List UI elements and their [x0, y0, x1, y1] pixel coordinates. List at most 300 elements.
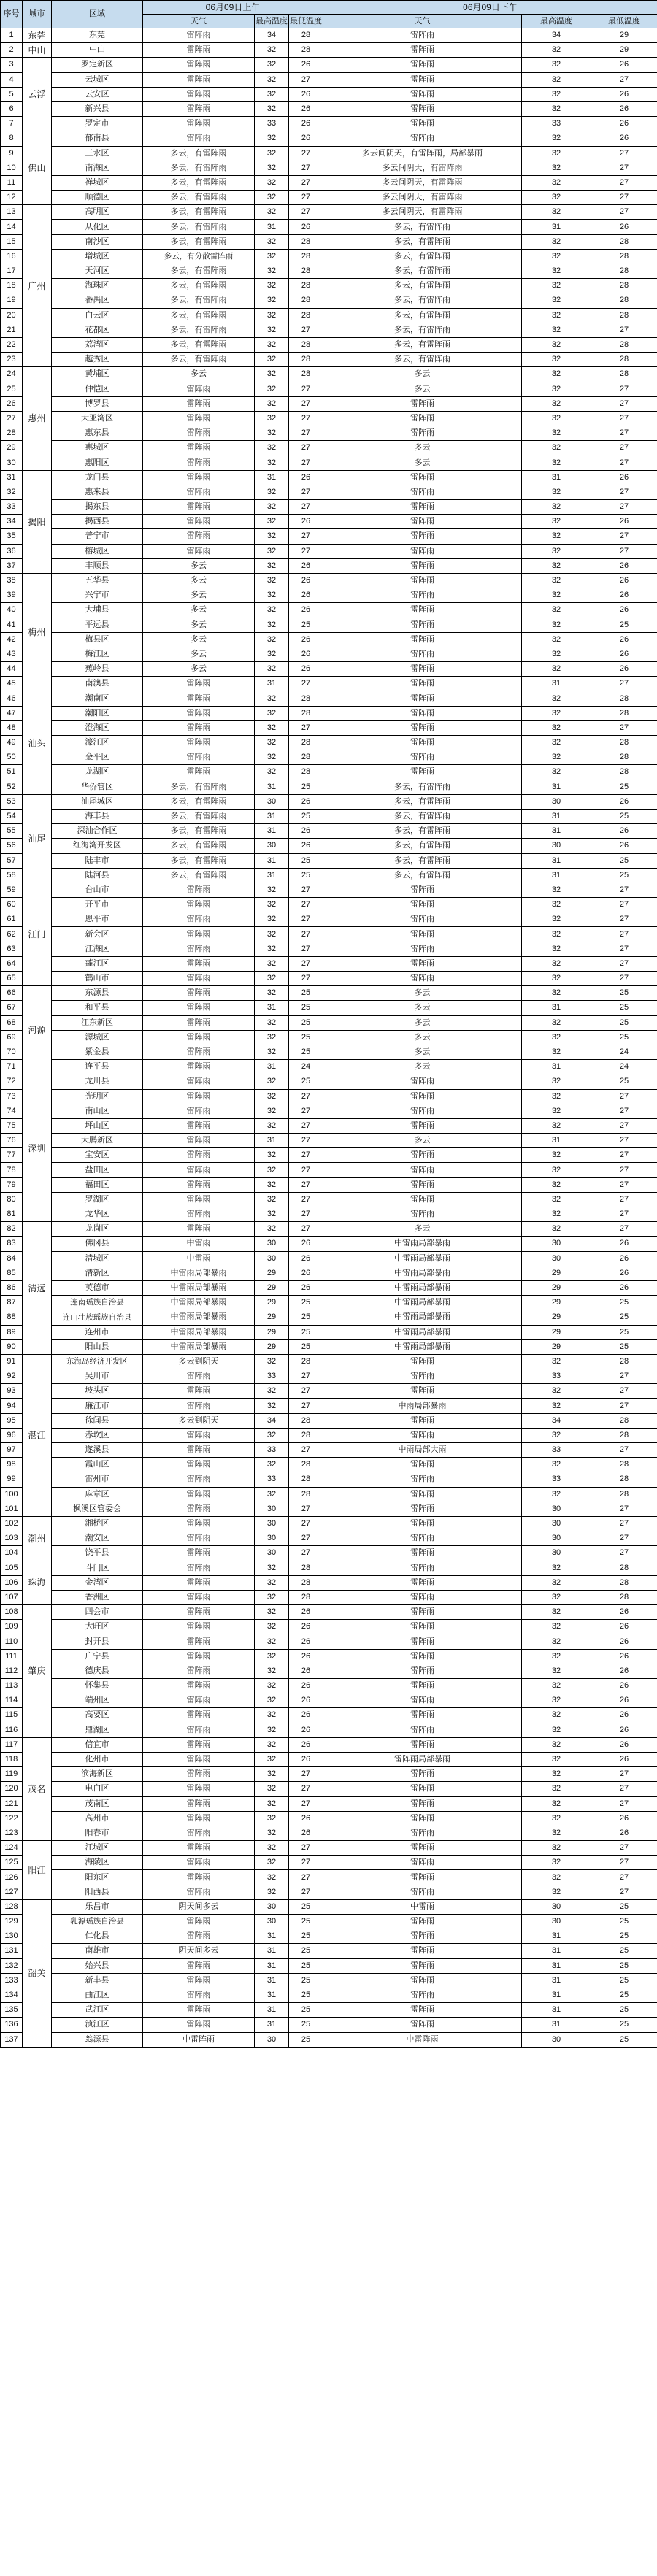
pm-low-cell: 25: [591, 618, 657, 632]
am-low-cell: 27: [289, 1546, 323, 1561]
pm-low-cell: 28: [591, 249, 657, 264]
district-cell: 博罗县: [52, 396, 143, 411]
district-cell: 香洲区: [52, 1590, 143, 1604]
table-row: [1, 1988, 657, 2002]
am-low-cell: 26: [289, 1693, 323, 1708]
am-high-cell: 32: [255, 337, 289, 352]
district-cell: 大埔县: [52, 603, 143, 618]
pm-high-cell: 34: [522, 28, 591, 43]
district-cell: 新兴县: [52, 101, 143, 116]
district-cell: 龙湖区: [52, 765, 143, 780]
am-high-cell: 32: [255, 1870, 289, 1885]
pm-low-cell: 26: [591, 662, 657, 677]
am-low-cell: 27: [289, 1222, 323, 1237]
pm-weather-cell: 雷阵雨: [323, 1885, 522, 1899]
am-high-cell: 32: [255, 1177, 289, 1192]
am-weather-cell: 雷阵雨: [143, 677, 255, 691]
am-weather-cell: 多云，有雷阵雨: [143, 839, 255, 853]
pm-weather-cell: 雷阵雨: [323, 544, 522, 558]
table-row: [1, 1001, 657, 1015]
pm-high-cell: 32: [522, 986, 591, 1001]
am-high-cell: 30: [255, 1237, 289, 1251]
district-cell: 化州市: [52, 1752, 143, 1766]
pm-high-cell: 31: [522, 824, 591, 839]
seq-cell: 47: [1, 706, 23, 720]
seq-cell: 16: [1, 249, 23, 264]
table-row: [1, 337, 657, 352]
city-cell: 珠海: [23, 1561, 52, 1605]
district-cell: 滨海新区: [52, 1767, 143, 1782]
pm-weather-cell: 雷阵雨: [323, 632, 522, 647]
district-cell: 荔湾区: [52, 337, 143, 352]
district-cell: 紫金县: [52, 1045, 143, 1059]
table-row: [1, 529, 657, 544]
am-weather-cell: 中雷雨局部暴雨: [143, 1325, 255, 1339]
pm-low-cell: 29: [591, 43, 657, 58]
am-weather-cell: 雷阵雨: [143, 1060, 255, 1074]
am-low-cell: 28: [289, 337, 323, 352]
pm-low-cell: 27: [591, 411, 657, 426]
seq-cell: 103: [1, 1531, 23, 1546]
pm-low-cell: 28: [591, 1561, 657, 1575]
am-low-cell: 26: [289, 1237, 323, 1251]
city-cell: 佛山: [23, 131, 52, 205]
table-row: [1, 1251, 657, 1266]
pm-high-cell: 32: [522, 529, 591, 544]
table-row: [1, 426, 657, 441]
am-weather-cell: 雷阵雨: [143, 72, 255, 87]
am-high-cell: 32: [255, 883, 289, 897]
am-weather-cell: 雷阵雨: [143, 1487, 255, 1502]
district-cell: 番禺区: [52, 293, 143, 308]
am-high-cell: 30: [255, 1899, 289, 1914]
pm-low-cell: 27: [591, 500, 657, 515]
seq-cell: 134: [1, 1988, 23, 2002]
pm-weather-cell: 雷阵雨: [323, 1369, 522, 1384]
pm-low-cell: 29: [591, 28, 657, 43]
am-weather-cell: 雷阵雨: [143, 942, 255, 956]
am-low-cell: 26: [289, 131, 323, 146]
am-weather-cell: 雷阵雨: [143, 396, 255, 411]
pm-weather-cell: 雷阵雨: [323, 1664, 522, 1678]
am-high-cell: 32: [255, 1723, 289, 1737]
table-row: [1, 1104, 657, 1118]
am-weather-cell: 雷阵雨: [143, 1796, 255, 1811]
seq-cell: 31: [1, 470, 23, 485]
district-cell: 大亚湾区: [52, 411, 143, 426]
seq-cell: 104: [1, 1546, 23, 1561]
am-weather-cell: 雷阵雨: [143, 1015, 255, 1030]
table-row: [1, 750, 657, 765]
am-high-cell: 32: [255, 647, 289, 661]
am-low-cell: 26: [289, 1737, 323, 1752]
table-row: [1, 264, 657, 279]
am-low-cell: 27: [289, 382, 323, 396]
am-high-cell: 31: [255, 1973, 289, 1988]
am-weather-cell: 阴天间多云: [143, 1899, 255, 1914]
am-high-cell: 32: [255, 1811, 289, 1826]
am-high-cell: 30: [255, 839, 289, 853]
table-row: [1, 1354, 657, 1369]
seq-cell: 102: [1, 1516, 23, 1531]
seq-cell: 64: [1, 956, 23, 971]
table-row: [1, 249, 657, 264]
am-low-cell: 25: [289, 853, 323, 868]
table-row: [1, 1767, 657, 1782]
table-row: [1, 1737, 657, 1752]
seq-cell: 56: [1, 839, 23, 853]
am-weather-cell: 多云，有雷阵雨: [143, 824, 255, 839]
am-low-cell: 26: [289, 1605, 323, 1620]
am-weather-cell: 雷阵雨: [143, 1856, 255, 1870]
pm-high-cell: 32: [522, 883, 591, 897]
pm-weather-cell: 雷阵雨: [323, 1413, 522, 1428]
district-cell: 花都区: [52, 323, 143, 337]
pm-high-cell: 32: [522, 647, 591, 661]
am-weather-cell: 雷阵雨: [143, 1148, 255, 1163]
am-weather-cell: 中雷雨局部暴雨: [143, 1280, 255, 1295]
district-cell: 新会区: [52, 927, 143, 942]
pm-high-cell: 32: [522, 972, 591, 986]
pm-low-cell: 26: [591, 588, 657, 603]
pm-weather-cell: 雷阵雨: [323, 1192, 522, 1207]
pm-weather-cell: 多云: [323, 1222, 522, 1237]
pm-low-cell: 27: [591, 396, 657, 411]
table-row: [1, 485, 657, 499]
district-cell: 红海湾开发区: [52, 839, 143, 853]
seq-cell: 73: [1, 1089, 23, 1104]
table-row: [1, 1060, 657, 1074]
seq-cell: 118: [1, 1752, 23, 1766]
district-cell: 英德市: [52, 1280, 143, 1295]
pm-weather-cell: 雷阵雨: [323, 573, 522, 588]
seq-cell: 108: [1, 1605, 23, 1620]
am-low-cell: 28: [289, 691, 323, 706]
am-high-cell: 31: [255, 677, 289, 691]
pm-low-cell: 25: [591, 1015, 657, 1030]
pm-weather-cell: 雷阵雨: [323, 662, 522, 677]
pm-high-cell: 32: [522, 1118, 591, 1133]
seq-cell: 61: [1, 912, 23, 927]
seq-cell: 99: [1, 1472, 23, 1487]
am-weather-cell: 中雷雨局部暴雨: [143, 1296, 255, 1310]
seq-cell: 126: [1, 1870, 23, 1885]
pm-low-cell: 27: [591, 972, 657, 986]
am-high-cell: 31: [255, 853, 289, 868]
seq-cell: 100: [1, 1487, 23, 1502]
am-low-cell: 27: [289, 72, 323, 87]
pm-weather-cell: 雷阵雨: [323, 1516, 522, 1531]
pm-low-cell: 28: [591, 1590, 657, 1604]
am-weather-cell: 多云，有雷阵雨: [143, 161, 255, 175]
district-cell: 江城区: [52, 1841, 143, 1856]
am-high-cell: 32: [255, 662, 289, 677]
am-low-cell: 25: [289, 1296, 323, 1310]
pm-high-cell: 31: [522, 780, 591, 794]
pm-low-cell: 26: [591, 1251, 657, 1266]
district-cell: 云安区: [52, 87, 143, 101]
am-low-cell: 26: [289, 603, 323, 618]
district-cell: 武江区: [52, 2003, 143, 2018]
city-cell: 茂名: [23, 1737, 52, 1840]
am-low-cell: 27: [289, 1104, 323, 1118]
seq-cell: 46: [1, 691, 23, 706]
pm-high-cell: 31: [522, 1973, 591, 1988]
am-high-cell: 30: [255, 1502, 289, 1516]
district-cell: 鼎湖区: [52, 1723, 143, 1737]
pm-weather-cell: 雷阵雨: [323, 736, 522, 750]
am-weather-cell: 雷阵雨: [143, 101, 255, 116]
pm-weather-cell: 多云，有雷阵雨: [323, 249, 522, 264]
pm-weather-cell: 雷阵雨: [323, 1104, 522, 1118]
pm-high-cell: 32: [522, 411, 591, 426]
table-row: [1, 72, 657, 87]
district-cell: 金湾区: [52, 1575, 143, 1590]
am-high-cell: 32: [255, 1856, 289, 1870]
pm-high-cell: 32: [522, 720, 591, 735]
pm-high-cell: 32: [522, 1089, 591, 1104]
am-high-cell: 32: [255, 1148, 289, 1163]
am-high-cell: 32: [255, 1074, 289, 1089]
am-high-cell: 32: [255, 323, 289, 337]
pm-high-cell: 30: [522, 1237, 591, 1251]
am-weather-cell: 雷阵雨: [143, 1458, 255, 1472]
am-high-cell: 32: [255, 426, 289, 441]
table-row: [1, 677, 657, 691]
pm-weather-cell: 雷阵雨局部暴雨: [323, 1752, 522, 1766]
seq-cell: 19: [1, 293, 23, 308]
am-weather-cell: 雷阵雨: [143, 1841, 255, 1856]
am-low-cell: 25: [289, 809, 323, 823]
pm-high-cell: 30: [522, 1546, 591, 1561]
am-weather-cell: 多云: [143, 588, 255, 603]
am-low-cell: 25: [289, 1915, 323, 1929]
pm-high-cell: 31: [522, 1001, 591, 1015]
city-cell: 惠州: [23, 367, 52, 470]
am-low-cell: 26: [289, 558, 323, 573]
pm-weather-cell: 雷阵雨: [323, 720, 522, 735]
seq-cell: 86: [1, 1280, 23, 1295]
pm-low-cell: 27: [591, 1369, 657, 1384]
seq-cell: 122: [1, 1811, 23, 1826]
pm-low-cell: 27: [591, 956, 657, 971]
seq-cell: 116: [1, 1723, 23, 1737]
pm-weather-cell: 多云，有雷阵雨: [323, 868, 522, 883]
am-weather-cell: 雷阵雨: [143, 544, 255, 558]
pm-low-cell: 27: [591, 161, 657, 175]
am-low-cell: 26: [289, 1723, 323, 1737]
am-low-cell: 26: [289, 1251, 323, 1266]
district-cell: 南雄市: [52, 1944, 143, 1958]
am-high-cell: 32: [255, 544, 289, 558]
am-weather-cell: 雷阵雨: [143, 1915, 255, 1929]
am-high-cell: 29: [255, 1296, 289, 1310]
seq-cell: 87: [1, 1296, 23, 1310]
district-cell: 阳山县: [52, 1339, 143, 1354]
pm-low-cell: 27: [591, 1089, 657, 1104]
pm-low-cell: 27: [591, 205, 657, 220]
am-low-cell: 25: [289, 1339, 323, 1354]
am-low-cell: 28: [289, 1590, 323, 1604]
pm-low-cell: 28: [591, 264, 657, 279]
district-cell: 罗定市: [52, 117, 143, 131]
district-cell: 云城区: [52, 72, 143, 87]
am-high-cell: 31: [255, 780, 289, 794]
seq-cell: 33: [1, 500, 23, 515]
am-high-cell: 32: [255, 1104, 289, 1118]
table-row: [1, 1752, 657, 1766]
table-row: [1, 353, 657, 367]
pm-low-cell: 26: [591, 1620, 657, 1634]
am-high-cell: 31: [255, 1988, 289, 2002]
am-low-cell: 26: [289, 1752, 323, 1766]
pm-high-cell: 32: [522, 396, 591, 411]
am-low-cell: 28: [289, 1472, 323, 1487]
am-weather-cell: 雷阵雨: [143, 736, 255, 750]
am-weather-cell: 雷阵雨: [143, 1074, 255, 1089]
am-high-cell: 32: [255, 1590, 289, 1604]
table-row: [1, 43, 657, 58]
pm-high-cell: 32: [522, 367, 591, 382]
pm-low-cell: 28: [591, 1472, 657, 1487]
pm-high-cell: 32: [522, 205, 591, 220]
seq-cell: 111: [1, 1649, 23, 1664]
am-low-cell: 26: [289, 1280, 323, 1295]
am-low-cell: 27: [289, 500, 323, 515]
seq-cell: 34: [1, 515, 23, 529]
am-weather-cell: 雷阵雨: [143, 1737, 255, 1752]
pm-weather-cell: 中雨局部暴雨: [323, 1399, 522, 1413]
am-high-cell: 32: [255, 1561, 289, 1575]
seq-cell: 129: [1, 1915, 23, 1929]
district-cell: 湘桥区: [52, 1516, 143, 1531]
am-high-cell: 32: [255, 1192, 289, 1207]
am-weather-cell: 中雷阵雨: [143, 2032, 255, 2047]
pm-high-cell: 32: [522, 1767, 591, 1782]
seq-cell: 125: [1, 1856, 23, 1870]
table-row: [1, 1856, 657, 1870]
seq-cell: 14: [1, 220, 23, 234]
pm-weather-cell: 雷阵雨: [323, 1458, 522, 1472]
pm-weather-cell: 雷阵雨: [323, 2003, 522, 2018]
am-high-cell: 31: [255, 2003, 289, 2018]
am-low-cell: 27: [289, 323, 323, 337]
am-weather-cell: 雷阵雨: [143, 883, 255, 897]
district-cell: 澄海区: [52, 720, 143, 735]
pm-weather-cell: 雷阵雨: [323, 1561, 522, 1575]
pm-weather-cell: 雷阵雨: [323, 1605, 522, 1620]
table-row: [1, 2003, 657, 2018]
district-cell: 海丰县: [52, 809, 143, 823]
seq-cell: 15: [1, 234, 23, 249]
am-high-cell: 34: [255, 1413, 289, 1428]
am-high-cell: 32: [255, 191, 289, 205]
district-cell: 海陵区: [52, 1856, 143, 1870]
header-morning-date: 06月09日上午: [143, 1, 323, 15]
am-weather-cell: 多云: [143, 367, 255, 382]
seq-cell: 119: [1, 1767, 23, 1782]
am-weather-cell: 阴天间多云: [143, 1944, 255, 1958]
table-row: [1, 912, 657, 927]
am-low-cell: 25: [289, 1988, 323, 2002]
pm-low-cell: 26: [591, 824, 657, 839]
pm-low-cell: 24: [591, 1060, 657, 1074]
pm-weather-cell: 中雷雨局部暴雨: [323, 1251, 522, 1266]
table-row: [1, 1590, 657, 1604]
am-low-cell: 25: [289, 2018, 323, 2032]
seq-cell: 107: [1, 1590, 23, 1604]
am-high-cell: 32: [255, 1708, 289, 1723]
pm-low-cell: 26: [591, 1811, 657, 1826]
district-cell: 乳源瑶族自治县: [52, 1915, 143, 1929]
am-low-cell: 26: [289, 647, 323, 661]
am-high-cell: 32: [255, 308, 289, 323]
city-cell: 潮州: [23, 1516, 52, 1561]
table-row: [1, 87, 657, 101]
pm-low-cell: 28: [591, 1575, 657, 1590]
district-cell: 阳春市: [52, 1826, 143, 1840]
am-weather-cell: 雷阵雨: [143, 441, 255, 455]
district-cell: 龙华区: [52, 1207, 143, 1222]
table-row: [1, 647, 657, 661]
seq-cell: 130: [1, 1929, 23, 1944]
pm-low-cell: 27: [591, 529, 657, 544]
pm-high-cell: 33: [522, 1472, 591, 1487]
district-cell: 坪山区: [52, 1118, 143, 1133]
table-row: [1, 1531, 657, 1546]
pm-high-cell: 32: [522, 264, 591, 279]
pm-low-cell: 28: [591, 337, 657, 352]
am-weather-cell: 多云，有雷阵雨: [143, 264, 255, 279]
am-weather-cell: 中雷雨: [143, 1237, 255, 1251]
am-low-cell: 28: [289, 353, 323, 367]
am-high-cell: 32: [255, 1693, 289, 1708]
seq-cell: 78: [1, 1163, 23, 1177]
pm-low-cell: 28: [591, 367, 657, 382]
table-row: [1, 191, 657, 205]
table-row: [1, 1089, 657, 1104]
am-low-cell: 26: [289, 117, 323, 131]
district-cell: 宝安区: [52, 1148, 143, 1163]
am-low-cell: 28: [289, 736, 323, 750]
pm-low-cell: 26: [591, 573, 657, 588]
am-weather-cell: 雷阵雨: [143, 1045, 255, 1059]
seq-cell: 30: [1, 455, 23, 470]
pm-weather-cell: 雷阵雨: [323, 1634, 522, 1649]
pm-high-cell: 30: [522, 794, 591, 809]
seq-cell: 88: [1, 1310, 23, 1325]
am-high-cell: 32: [255, 750, 289, 765]
seq-cell: 41: [1, 618, 23, 632]
pm-weather-cell: 雷阵雨: [323, 1679, 522, 1693]
pm-weather-cell: 雷阵雨: [323, 1708, 522, 1723]
table-row: [1, 691, 657, 706]
pm-high-cell: 32: [522, 1561, 591, 1575]
pm-low-cell: 26: [591, 794, 657, 809]
am-weather-cell: 雷阵雨: [143, 765, 255, 780]
pm-low-cell: 28: [591, 279, 657, 293]
district-cell: 端州区: [52, 1693, 143, 1708]
table-row: [1, 2018, 657, 2032]
pm-weather-cell: 雷阵雨: [323, 485, 522, 499]
am-low-cell: 26: [289, 839, 323, 853]
table-row: [1, 839, 657, 853]
city-cell: 肇庆: [23, 1605, 52, 1738]
am-weather-cell: 雷阵雨: [143, 117, 255, 131]
seq-cell: 26: [1, 396, 23, 411]
pm-low-cell: 25: [591, 1030, 657, 1045]
am-high-cell: 32: [255, 1664, 289, 1678]
